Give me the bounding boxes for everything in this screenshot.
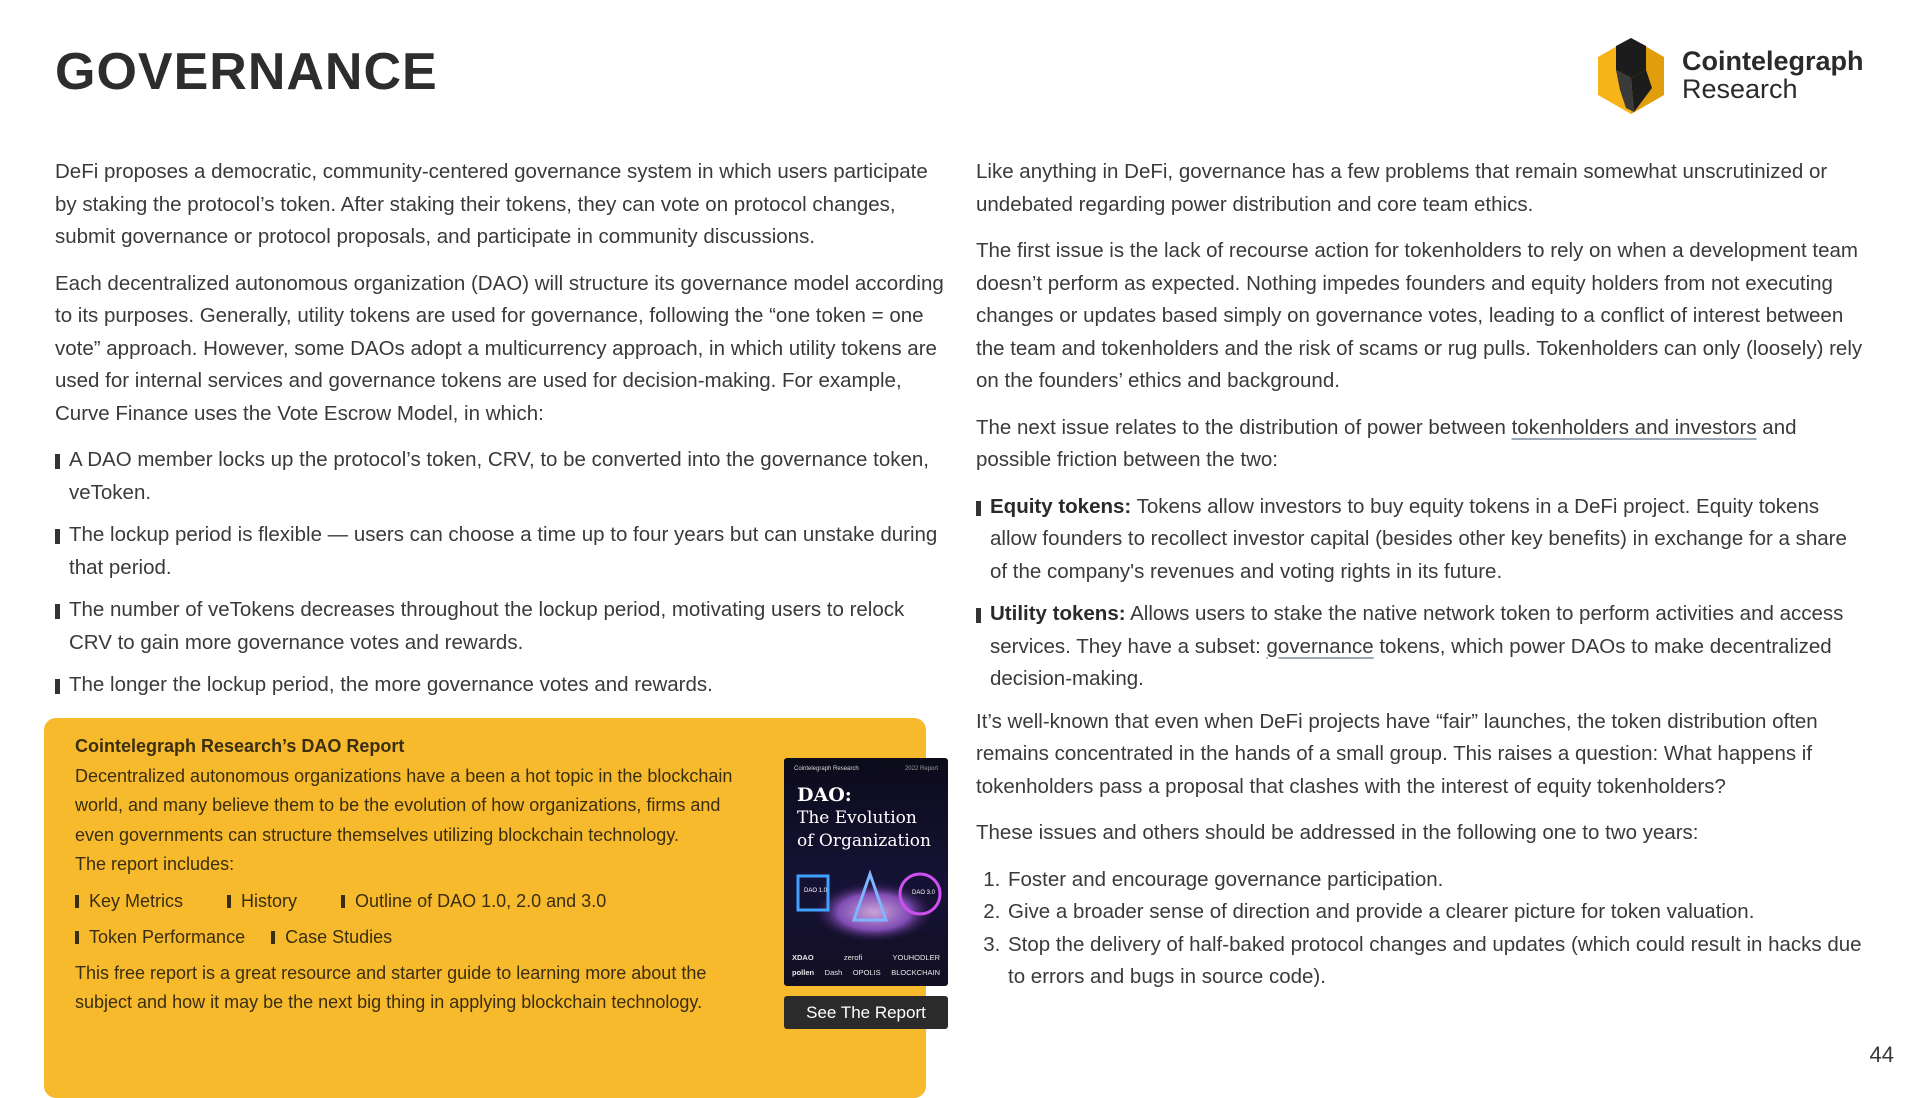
cover-title <box>797 784 931 853</box>
cointelegraph-logo <box>1596 36 1864 116</box>
cointelegraph-hexagon-icon <box>1596 36 1666 116</box>
include-item: Case Studies <box>271 923 392 953</box>
logo-line-2: Research <box>1682 74 1798 104</box>
include-item: Outline of DAO 1.0, 2.0 and 3.0 <box>341 887 606 917</box>
list-item-utility-tokens <box>976 598 1866 696</box>
cover-stage-3: DAO 3.0 <box>912 890 936 896</box>
sponsor-row-1 <box>792 950 940 965</box>
sponsor-row-2 <box>792 965 940 980</box>
cover-neon-art <box>784 860 948 950</box>
callout-footer: This free report is a great resource and starter guide to learning more about the subject and how it may be the next big thing in applying blockchain technology. <box>75 962 707 1012</box>
sponsor-logo: XDAO <box>792 953 814 962</box>
term-label: Equity tokens: <box>990 494 1132 518</box>
left-column <box>55 156 945 712</box>
sponsor-logo: BLOCKCHAIN <box>891 968 940 977</box>
callout-title: Cointelegraph Research’s DAO Report <box>75 736 405 756</box>
right-paragraph-1: Like anything in DeFi, governance has a few problems that remain somewhat unscrutinized or undebated regarding power distribution and core team ethics. <box>976 160 1828 216</box>
report-cover-image[interactable] <box>784 758 948 986</box>
list-item: The lockup period is flexible — users can choose a time up to four years but can unstake during that period. <box>55 519 945 584</box>
right-paragraph-5: These issues and others should be addressed in the following one to two years: <box>976 821 1699 844</box>
list-item: The number of veTokens decreases throughout the lockup period, motivating users to relock CRV to gain more governance votes and rewards. <box>55 594 945 659</box>
cover-header <box>794 766 938 772</box>
callout-body: Decentralized autonomous organizations have a been a hot topic in the blockchain world, and many believe them to be the evolution of how organizations, firms and even governments can structure themselves utilizing blockchain technology. <box>75 765 733 845</box>
left-paragraph-1: DeFi proposes a democratic, community-centered governance system in which users participate by staking the protocol’s token. After staking their tokens, they can vote on protocol changes, submit governance or protocol proposals, and participate in community discussions. <box>55 160 928 248</box>
term-description: Allows users to stake the native network token to perform activities and access services. They have a subset: <box>990 602 1844 658</box>
cover-sponsors <box>792 950 940 980</box>
list-item: A DAO member locks up the protocol’s token, CRV, to be converted into the governance token, veToken. <box>55 444 945 509</box>
text-span: The next issue relates to the distribution of power between <box>976 415 1512 439</box>
tokenholders-investors-link[interactable]: tokenholders and investors <box>1511 415 1757 439</box>
callout-includes-label: The report includes: <box>75 854 235 874</box>
sponsor-logo: OPOLIS <box>852 968 881 977</box>
list-item-equity-tokens <box>976 491 1866 589</box>
list-item: The longer the lockup period, the more governance votes and rewards. <box>55 669 945 702</box>
term-description: tokens, which power DAOs to make decentralized decision-making. <box>990 634 1832 690</box>
logo-line-1: Cointelegraph <box>1682 46 1864 77</box>
include-item: History <box>227 887 297 917</box>
right-paragraph-3 <box>976 412 1866 477</box>
includes-row-2 <box>75 923 755 953</box>
include-item: Key Metrics <box>75 887 183 917</box>
left-paragraph-2: Each decentralized autonomous organization (DAO) will structure its governance model according to its purposes. Generally, utility tokens are used for governance, following the “one token = one vote” approach. However, some DAOs adopt a multicurrency approach, in which utility tokens are used for internal services and governance tokens are used for decision-making. For example, Curve Finance uses the Vote Escrow Model, in which: <box>55 271 944 425</box>
issues-numbered-list <box>976 864 1866 994</box>
dao-report-callout <box>44 718 940 1098</box>
includes-row-1 <box>75 887 755 917</box>
callout-text <box>75 732 755 1018</box>
cover-year: 2022 Report <box>904 766 938 772</box>
text-span: and possible friction between the two: <box>976 415 1797 471</box>
cover-title-line-1: DAO: <box>797 784 852 806</box>
list-item: 3. Stop the delivery of half-baked protocol changes and updates (which could result in hacks due to errors and bugs in source code). <box>1006 929 1866 994</box>
sponsor-logo: pollen <box>792 968 815 977</box>
term-description: Tokens allow investors to buy equity tokens in a DeFi project. Equity tokens allow founders to recollect investor capital (besides other key benefits) in exchange for a share of the company's revenues and voting rights in its future. <box>990 494 1847 583</box>
cover-title-line-2: The Evolution <box>797 808 917 828</box>
token-types-list <box>976 491 1866 696</box>
cover-brand: Cointelegraph Research <box>794 766 859 772</box>
right-paragraph-2: The first issue is the lack of recourse action for tokenholders to rely on when a development team doesn’t perform as expected. Nothing impedes founders and equity holders from not executing changes or updates based simply on governance votes, leading to a conflict of interest between the team and tokenholders and the risk of scams or rug pulls. Tokenholders can only (loosely) rely on the founders’ ethics and background. <box>976 239 1863 392</box>
sponsor-logo: YOUHODLER <box>892 953 940 962</box>
cover-title-line-3: of Organization <box>797 831 931 851</box>
page-title: GOVERNANCE <box>55 43 438 101</box>
governance-link[interactable]: governance <box>1266 634 1374 658</box>
cover-stage-1: DAO 1.0 <box>804 888 828 894</box>
list-item: 1. Foster and encourage governance participation. <box>1006 864 1866 897</box>
right-column <box>976 156 1866 994</box>
include-item: Token Performance <box>75 923 245 953</box>
vote-escrow-list <box>55 444 945 702</box>
page-number: 44 <box>1869 1042 1894 1067</box>
sponsor-logo: zerofi <box>843 953 863 962</box>
sponsor-logo: Dash <box>824 968 843 977</box>
term-label: Utility tokens: <box>990 602 1126 625</box>
right-paragraph-4: It’s well-known that even when DeFi projects have “fair” launches, the token distribution often remains concentrated in the hands of a small group. This raises a question: What happens if tokenholders pass a proposal that clashes with the interest of equity tokenholders? <box>976 709 1818 798</box>
see-report-button[interactable]: See The Report <box>784 996 948 1029</box>
logo-wordmark <box>1682 48 1864 103</box>
list-item: 2. Give a broader sense of direction and provide a clearer picture for token valuation. <box>1006 896 1866 929</box>
